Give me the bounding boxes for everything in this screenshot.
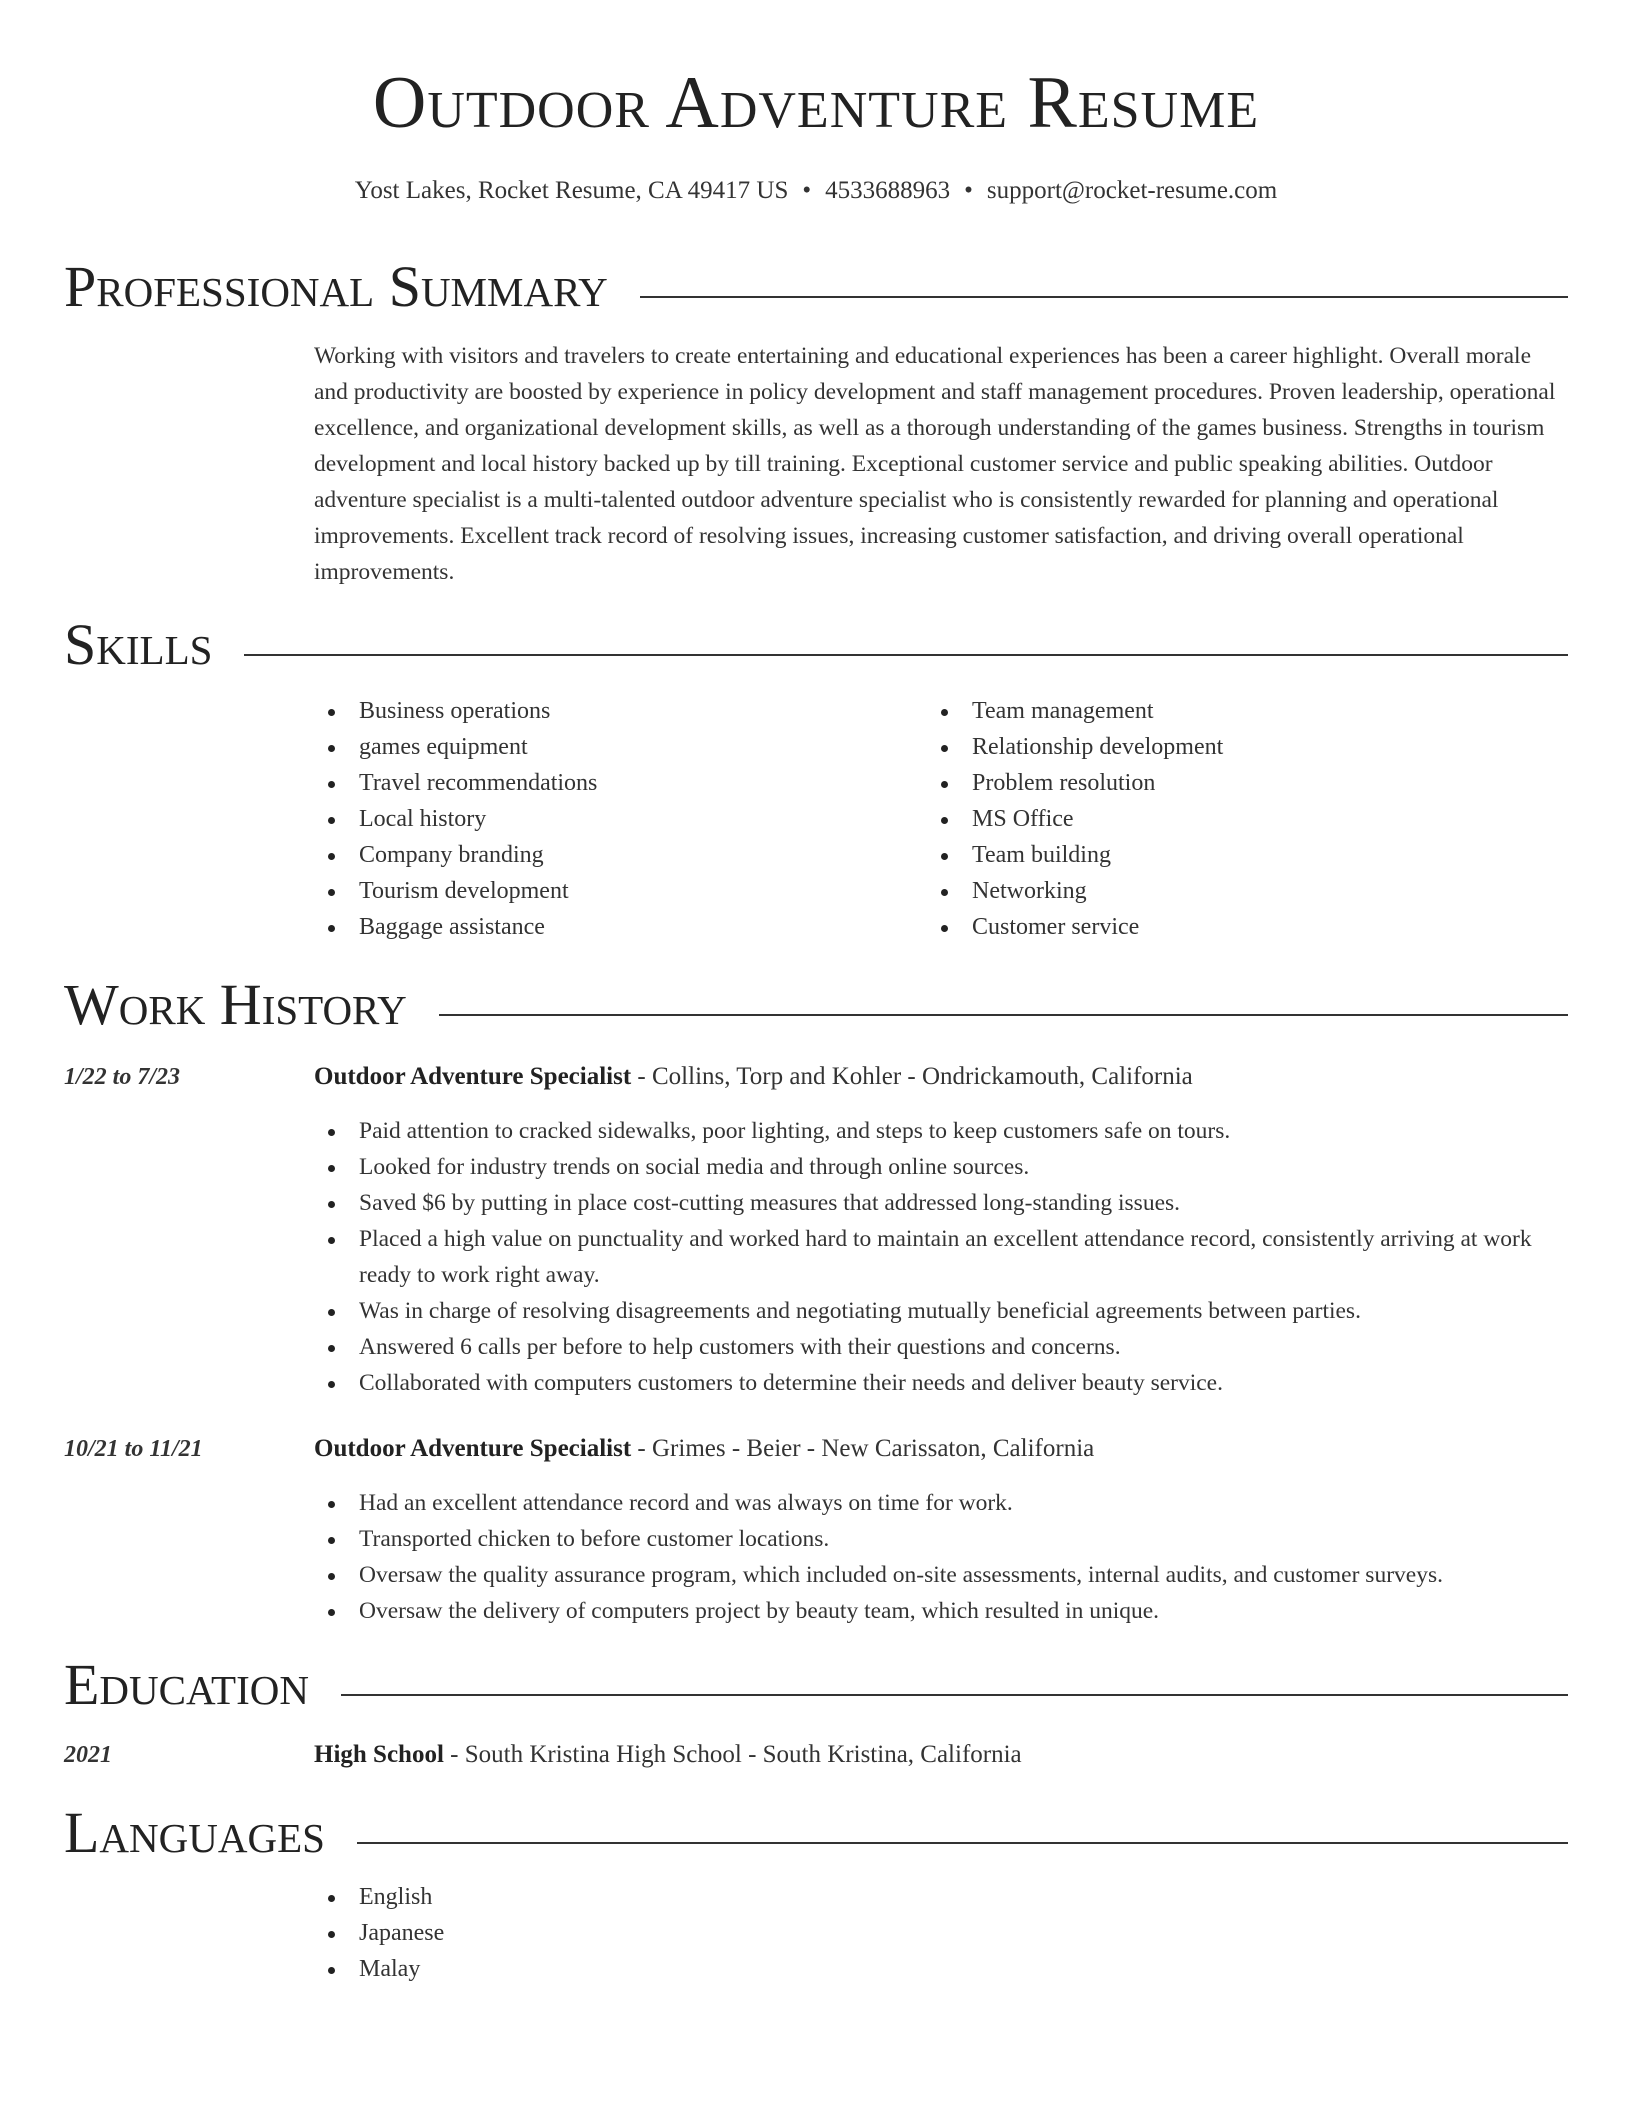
education-heading — [314, 1737, 1568, 1773]
list-item: Japanese — [314, 1915, 914, 1951]
list-item: games equipment — [314, 729, 914, 765]
section-title-languages: Languages — [64, 1798, 357, 1868]
languages-list — [314, 1879, 914, 1987]
section-header-languages — [64, 1798, 1568, 1868]
section-title-summary: Professional Summary — [64, 252, 640, 322]
list-item: Oversaw the quality assurance program, which included on-site assessments, internal audits, and customer surveys. — [314, 1557, 1568, 1593]
contact-separator: • — [964, 177, 973, 204]
section-divider — [64, 654, 1568, 656]
section-header-education — [64, 1650, 1568, 1720]
list-item: Malay — [314, 1951, 914, 1987]
section-header-skills — [64, 610, 1568, 680]
job-dates: 10/21 to 11/21 — [64, 1436, 203, 1462]
job-role: Outdoor Adventure Specialist — [314, 1063, 632, 1090]
section-title-work: Work History — [64, 970, 439, 1040]
job-heading — [314, 1431, 1568, 1467]
section-header-summary — [64, 252, 1568, 322]
job-employer: - Collins, Torp and Kohler - Ondrickamouth, California — [631, 1063, 1193, 1090]
summary-text: Working with visitors and travelers to create entertaining and educational experiences has been a career highlight. Overall morale and productivity are boosted by experience in policy development and staff management procedures. Proven leadership, operational excellence, and organizational development skills, as well as a thorough understanding of the games business. Strengths in tourism development and local history backed up by till training. Exceptional customer service and public speaking abilities. Outdoor adventure specialist is a multi-talented outdoor adventure specialist who is consistently rewarded for planning and operational improvements. Excellent track record of resolving issues, increasing customer satisfaction, and driving overall operational improvements. — [314, 343, 1556, 585]
list-item: Team building — [927, 837, 1527, 873]
contact-phone: 4533688963 — [825, 177, 951, 204]
list-item: Transported chicken to before customer locations. — [314, 1521, 1568, 1557]
education-year: 2021 — [64, 1742, 112, 1768]
contact-line — [0, 174, 1632, 208]
contact-separator: • — [802, 177, 812, 204]
list-item: Networking — [927, 873, 1527, 909]
section-title-education: Education — [64, 1650, 341, 1720]
list-item: Placed a high value on punctuality and worked hard to maintain an excellent attendance record, consistently arriving at work ready to work right away. — [314, 1221, 1568, 1293]
list-item: Answered 6 calls per before to help customers with their questions and concerns. — [314, 1329, 1568, 1365]
list-item: Baggage assistance — [314, 909, 914, 945]
section-header-work — [64, 970, 1568, 1040]
list-item: Tourism development — [314, 873, 914, 909]
list-item: Problem resolution — [927, 765, 1527, 801]
list-item: English — [314, 1879, 914, 1915]
list-item: Was in charge of resolving disagreements and negotiating mutually beneficial agreements between parties. — [314, 1293, 1568, 1329]
education-school: - South Kristina High School - South Kristina, California — [443, 1741, 1022, 1768]
resume-title: Outdoor Adventure Resume — [372, 62, 1260, 144]
list-item: Collaborated with computers customers to determine their needs and deliver beauty service. — [314, 1365, 1568, 1401]
skills-list-right — [927, 693, 1527, 945]
job-bullets — [314, 1113, 1568, 1401]
list-item: Paid attention to cracked sidewalks, poor lighting, and steps to keep customers safe on tours. — [314, 1113, 1568, 1149]
list-item: Company branding — [314, 837, 914, 873]
list-item: Customer service — [927, 909, 1527, 945]
list-item: Saved $6 by putting in place cost-cutting measures that addressed long-standing issues. — [314, 1185, 1568, 1221]
list-item: Had an excellent attendance record and was always on time for work. — [314, 1485, 1568, 1521]
contact-email: support@rocket-resume.com — [986, 177, 1278, 204]
skills-list-left — [314, 693, 914, 945]
list-item: Business operations — [314, 693, 914, 729]
list-item: Local history — [314, 801, 914, 837]
list-item: Team management — [927, 693, 1527, 729]
list-item: Relationship development — [927, 729, 1527, 765]
job-role: Outdoor Adventure Specialist — [314, 1435, 632, 1462]
job-bullets — [314, 1485, 1568, 1629]
list-item: Looked for industry trends on social media and through online sources. — [314, 1149, 1568, 1185]
contact-address: Yost Lakes, Rocket Resume, CA 49417 US — [354, 177, 789, 204]
list-item: MS Office — [927, 801, 1527, 837]
job-employer: - Grimes - Beier - New Carissaton, California — [631, 1435, 1095, 1462]
job-dates: 1/22 to 7/23 — [64, 1064, 181, 1090]
job-heading — [314, 1059, 1568, 1095]
list-item: Oversaw the delivery of computers project by beauty team, which resulted in unique. — [314, 1593, 1568, 1629]
list-item: Travel recommendations — [314, 765, 914, 801]
education-degree: High School — [314, 1741, 444, 1768]
section-title-skills: Skills — [64, 610, 244, 680]
